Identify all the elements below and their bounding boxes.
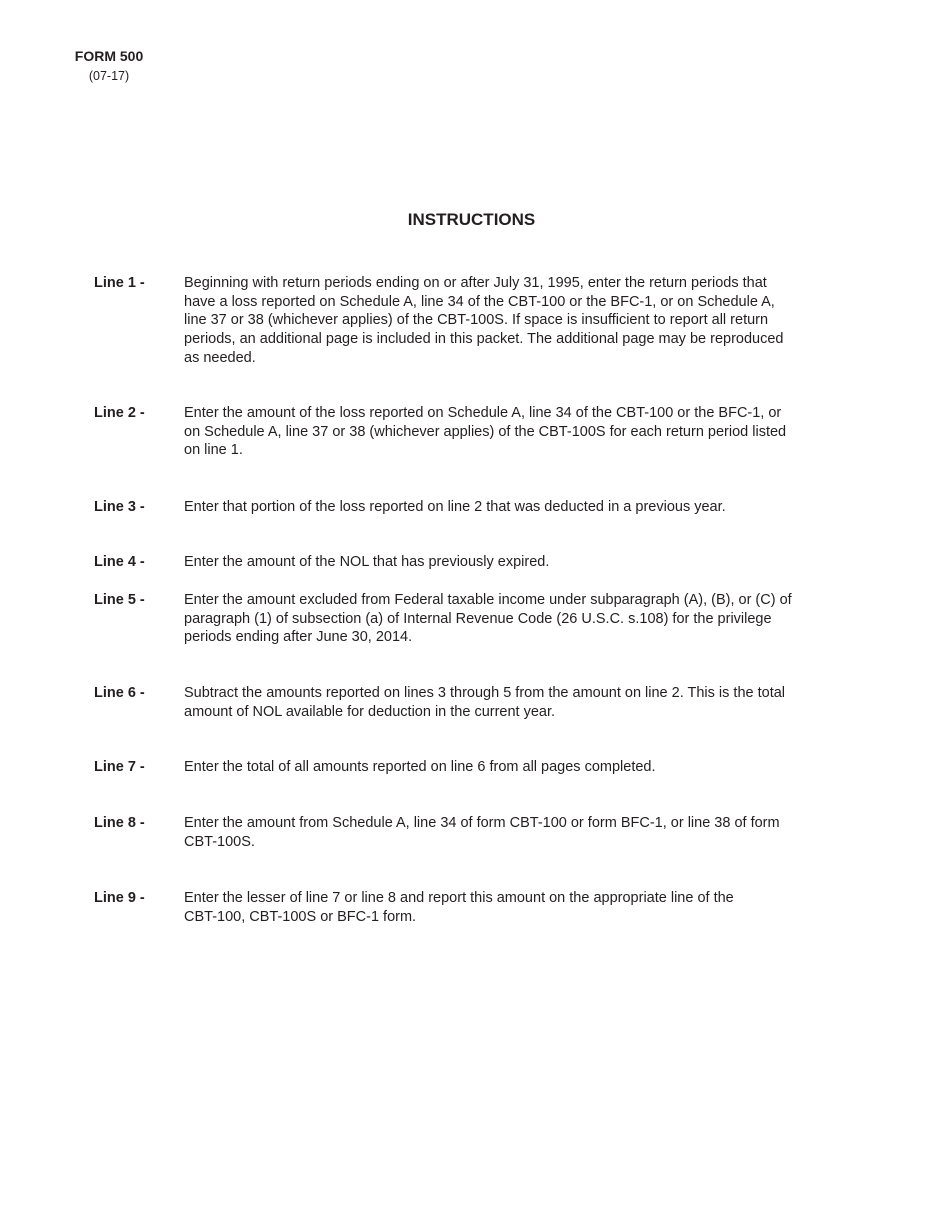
- line-text: Enter the lesser of line 7 or line 8 and report this amount on the appropriate line of the CBT-100, CBT-100S or BFC-1 form.: [184, 890, 734, 925]
- line-label: Line 4 -: [94, 554, 145, 570]
- line-label: Line 6 -: [94, 685, 145, 701]
- line-text: Enter the amount of the NOL that has previously expired.: [184, 554, 550, 570]
- line-text: Enter the amount from Schedule A, line 34 of form CBT-100 or form BFC-1, or line 38 of form CBT-100S.: [184, 815, 780, 850]
- line-text: Enter that portion of the loss reported on line 2 that was deducted in a previous year.: [184, 499, 726, 515]
- form-name: FORM 500: [74, 48, 144, 64]
- form-revision: (07-17): [88, 69, 130, 83]
- line-text: Enter the amount excluded from Federal taxable income under subparagraph (A), (B), or (C) of paragraph (1) of subsection (a) of Internal Revenue Code (26 U.S.C. s.108) for the privilege periods ending after June 30, 2014.: [184, 592, 792, 646]
- line-label: Line 9 -: [94, 890, 145, 906]
- line-label: Line 2 -: [94, 405, 145, 421]
- line-label: Line 3 -: [94, 499, 145, 515]
- line-label: Line 7 -: [94, 759, 145, 775]
- line-text: Subtract the amounts reported on lines 3 through 5 from the amount on line 2. This is the total amount of NOL available for deduction in the current year.: [184, 685, 786, 720]
- line-text: Beginning with return periods ending on or after July 31, 1995, enter the return periods that have a loss reported on Schedule A, line 34 of the CBT-100 or the BFC-1, or on Schedule A, line 37 or 38 (whichever applies) of the CBT-100S. If space is insufficient to report all return periods, an additional page is included in this packet. The additional page may be reproduced as needed.: [184, 275, 784, 366]
- line-label: Line 5 -: [94, 592, 145, 608]
- page-title: INSTRUCTIONS: [407, 210, 536, 229]
- form-identifier: [70, 48, 148, 84]
- line-label: Line 8 -: [94, 815, 145, 831]
- line-text: Enter the total of all amounts reported on line 6 from all pages completed.: [184, 759, 656, 775]
- line-text: Enter the amount of the loss reported on Schedule A, line 34 of the CBT-100 or the BFC-1, or on Schedule A, line 37 or 38 (whichever applies) of the CBT-100S for each return period listed on line 1.: [184, 405, 787, 459]
- line-label: Line 1 -: [94, 275, 145, 291]
